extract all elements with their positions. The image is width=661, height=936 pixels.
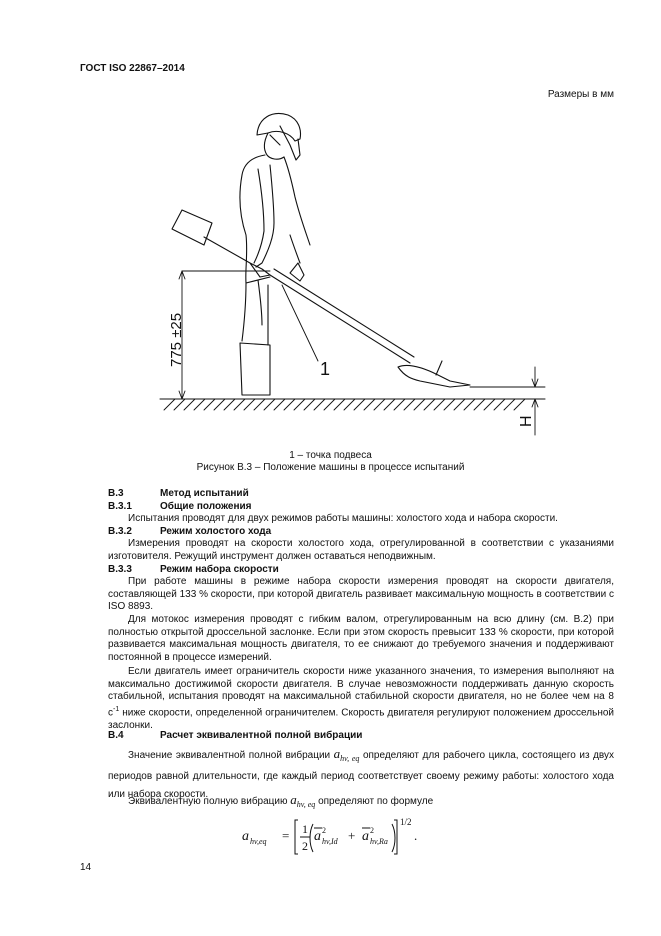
paren-left bbox=[310, 824, 313, 852]
figure-caption: Рисунок В.3 – Положение машины в процессе испытаний bbox=[196, 462, 465, 473]
brushcutter-shaft bbox=[250, 263, 470, 387]
superscript: -1 bbox=[113, 705, 120, 713]
section-b4-heading bbox=[108, 730, 362, 741]
symbol-a: a bbox=[333, 746, 341, 761]
paragraph bbox=[108, 666, 614, 732]
section-b33-heading bbox=[108, 564, 279, 575]
section-number: В.3.2 bbox=[108, 526, 132, 537]
paragraph-text: определяют для рабочего цикла, состоящего из двух периодов равной длительности, где каждый период соответствует своему режиму работы: холостого хода или набора скорости. bbox=[108, 750, 615, 800]
paragraph-text: определяют по формуле bbox=[318, 796, 434, 807]
bracket-left bbox=[295, 820, 298, 854]
callout-leader bbox=[282, 285, 318, 361]
paragraph-text: Эквивалентную полную вибрацию bbox=[128, 796, 288, 807]
fraction-denominator: 2 bbox=[302, 839, 308, 853]
h-label: H bbox=[518, 415, 535, 427]
formula-plus: + bbox=[348, 828, 356, 843]
paren-right bbox=[392, 824, 395, 852]
paragraph-text: Значение эквивалентной полной вибрации bbox=[128, 750, 331, 761]
paragraph: При работе машины в режиме набора скорости измерения проводят на скорости двигателя, составляющей 133 % скорости, при которой двигатель развивает максимальную мощность в соответствии с ISO 8893. bbox=[108, 576, 614, 613]
formula-equals: = bbox=[282, 828, 290, 843]
section-b3-heading bbox=[108, 488, 249, 499]
formula-sub: hv,eq bbox=[250, 837, 267, 846]
section-b31-heading bbox=[108, 501, 252, 512]
section-title: Режим холостого хода bbox=[160, 526, 272, 537]
section-number: В.4 bbox=[108, 730, 124, 741]
paragraph: Для мотокос измерения проводят с гибким валом, отрегулированным на всю длину (см. В.2) при полностью открытой дроссельной заслонке. Если при этом скорость превысит 133 % скорости, при которой развивается максимальная мощность двигателя, то ее снижают до требуемого значения и поддерживают постоянной в процессе измерений. bbox=[108, 614, 614, 663]
paragraph-text: Если двигатель имеет ограничитель скорости ниже указанного значения, то измерения выполняют на максимально достижимой скорости двигателя. В случае невозможности поддерживать данную скорость стабильной, испытания проводят на максимальной стабильной скорости двигателя, но не более чем на 8 с bbox=[108, 666, 614, 719]
formula-sub-ra: hv,Ra bbox=[370, 837, 388, 846]
section-number: В.3 bbox=[108, 488, 124, 499]
subscript: hv, eq bbox=[340, 754, 360, 763]
paragraph bbox=[108, 794, 614, 812]
paragraph: Измерения проводят на скорости холостого хода, отрегулированной в соответствии с указаниями изготовителя. Режущий инструмент должен оставаться неподвижным. bbox=[108, 538, 614, 562]
paragraph-text: ниже скорости, определенной ограничителем. Скорость двигателя регулируют положением дроссельной заслонки. bbox=[108, 707, 614, 731]
ground-hatching bbox=[164, 399, 525, 410]
formula-a: a bbox=[242, 829, 249, 844]
formula-sq-id: 2 bbox=[322, 826, 326, 835]
formula-a-id: a bbox=[314, 829, 321, 844]
harness-sign bbox=[172, 210, 270, 271]
formula bbox=[238, 816, 438, 856]
formula-exponent: 1/2 bbox=[400, 817, 412, 827]
page-number: 14 bbox=[80, 862, 92, 873]
formula-period: . bbox=[414, 828, 418, 843]
section-b32-heading bbox=[108, 526, 271, 537]
subscript: hv, eq bbox=[296, 800, 316, 809]
dimension-label: 775 ±25 bbox=[168, 312, 185, 367]
section-title: Метод испытаний bbox=[160, 488, 249, 499]
figure-legend: 1 – точка подвеса bbox=[289, 450, 372, 461]
formula-sub-id: hv,Id bbox=[322, 837, 338, 846]
document-header: ГОСТ ISO 22867–2014 bbox=[80, 63, 185, 74]
figure-test-position bbox=[150, 105, 560, 445]
dimensions-note: Размеры в мм bbox=[547, 89, 614, 100]
section-number: В.3.3 bbox=[108, 564, 132, 575]
paragraph: Испытания проводят для двух режимов работы машины: холостого хода и набора скорости. bbox=[128, 513, 558, 524]
section-title: Режим набора скорости bbox=[160, 564, 279, 575]
formula-sq-ra: 2 bbox=[370, 826, 374, 835]
formula-a-ra: a bbox=[362, 829, 369, 844]
section-number: В.3.1 bbox=[108, 501, 132, 512]
symbol-a: a bbox=[290, 792, 297, 807]
section-title: Общие положения bbox=[160, 501, 252, 512]
callout-number: 1 bbox=[320, 359, 331, 379]
operator-figure bbox=[240, 114, 310, 395]
fraction-numerator: 1 bbox=[302, 822, 308, 836]
bracket-right bbox=[394, 820, 397, 854]
section-title: Расчет эквивалентной полной вибрации bbox=[160, 730, 363, 741]
